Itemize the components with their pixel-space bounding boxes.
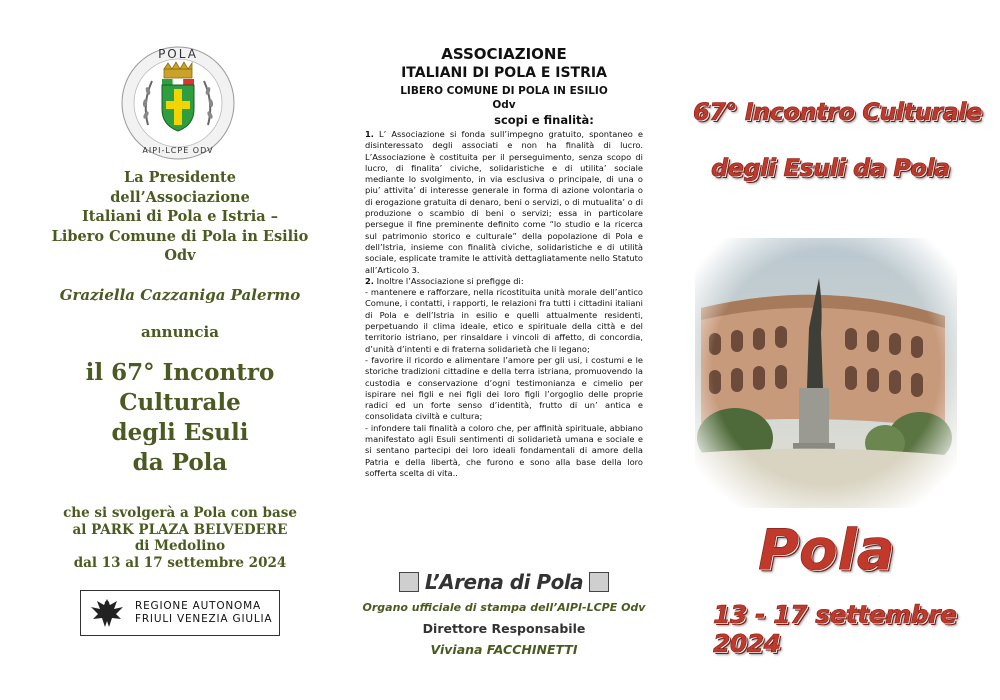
event-title-line: Culturale — [119, 389, 241, 416]
president-name: Graziella Cazzaniga Palermo — [59, 286, 301, 304]
seal-bottom-text: AIPI-LCPE ODV — [142, 146, 214, 155]
statute-para-4: - favorire il ricordo e alimentare l’amore per gli usi, i costumi e le storiche tradizioni cittadine e della terra istriana, promuovendo la custodia e conservazione d’ogni testimonianza e cimelio per ispirare nei figli e nei figli dei loro figli l’orgoglio delle proprie radici ed un forte senso d’identità, frutto di un’ antica e consolidata civiltà e cultura; — [365, 354, 643, 422]
event-title-line: da Pola — [132, 449, 228, 476]
arena-emblem-left-icon — [399, 572, 419, 592]
presidente-line: dell’Associazione — [110, 188, 250, 206]
assoc-subheader-2: LIBERO COMUNE DI POLA IN ESILIO — [400, 85, 608, 97]
cover-title-line-1: 67° Incontro Culturale — [693, 98, 982, 126]
cover-title-line-2: degli Esuli da Pola — [711, 154, 950, 182]
presidente-line: Italiani di Pola e Istria – — [82, 208, 278, 225]
organo-text: Organo ufficiale di stampa dell’AIPI-LCPE Odv — [362, 601, 646, 614]
event-title — [20, 358, 340, 478]
assoc-header: ASSOCIAZIONE — [441, 45, 567, 63]
statute-text — [365, 129, 643, 479]
location-line: che si svolgerà a Pola con base — [63, 505, 297, 521]
seal-top-text: POLA — [158, 47, 198, 61]
statute-para-5: - infondere tali finalità a coloro che, per affinità spirituale, abbiano manifestato agli Esuli sentimenti di solidarietà umana e sociale e si sentano partecipi dei loro ideali fondamentali di amore della Patria e della libertà, che furono e sono alla base della loro sofferta scelta di vita.. — [365, 422, 643, 478]
annuncia-text: annuncia — [141, 323, 219, 341]
arena-painting-image — [695, 238, 957, 508]
event-location — [20, 505, 340, 571]
seal-emblem-icon — [120, 45, 236, 161]
statute-para-2 — [365, 276, 643, 287]
region-logo — [80, 590, 280, 636]
para-number: 2. — [365, 275, 374, 286]
presidente-line: Odv — [164, 247, 196, 264]
cover-city: Pola — [758, 518, 895, 583]
left-panel — [0, 0, 355, 700]
para-text: L’ Associazione si fonda sull’impegno gratuito, spontaneo e disinteressato degli associati e non ha finalità di lucro. L’Associazione è costituita per il perseguimento, senza scopo di lucro, di finalita’ civiche, solidaristiche e di utilita’ sociale mediante lo svolgimento, in via esclusiva o principale, di una o piu’ attivita’ di interesse generale in forma di azione volontaria o di erogazione gratuita di denaro, beni o servizi, o di mutualita’ o di produzione o scambio di beni o servizi; essa in particolare persegue il fine preminente definito come “lo studio e la ricerca sul patrimonio storico e culturale” della popolazione di Pola e dell’Istria, insieme con finalità civiche, solidaristiche e di utilità sociale, esplicate tramite le attività dettagliatamente nello Statuto all’Articolo 3. — [365, 129, 643, 275]
presidente-line: Libero Comune di Pola in Esilio — [51, 227, 309, 245]
region-line: FRIULI VENEZIA GIULIA — [135, 613, 273, 625]
region-text — [135, 600, 272, 626]
statute-para-3: - mantenere e rafforzare, nella ricostituita unità morale dell’antico Comune, i contatti, i rapporti, le relazioni fra tutti i cittadini italiani di Pola e dell’Istria in esilio e quelli attualmente residenti, perpetuando il clima ideale, etico e spirituale della città e del territorio istriano, per rinsaldare i vincoli di affetto, di concordia, d’unità d’intenti e di fraterna solidarietà che li legano; — [365, 287, 643, 354]
statute-para-1 — [365, 129, 643, 276]
right-panel — [653, 0, 1000, 700]
location-line: dal 13 al 17 settembre 2024 — [73, 554, 287, 571]
assoc-subheader: ITALIANI DI POLA E ISTRIA — [401, 65, 607, 81]
direttore-name: Viviana FACCHINETTI — [430, 642, 578, 657]
scopi-heading: scopi e finalità: — [494, 113, 594, 127]
arena-masthead — [355, 570, 653, 594]
arena-logo-text: L’Arena di Pola — [424, 570, 584, 594]
presidente-block — [20, 168, 340, 266]
location-line: al PARK PLAZA BELVEDERE — [72, 521, 288, 538]
region-line: REGIONE AUTONOMA — [135, 600, 261, 612]
arena-emblem-right-icon — [589, 572, 609, 592]
presidente-line: La Presidente — [124, 169, 236, 186]
assoc-odv: Odv — [492, 99, 516, 111]
pola-seal-logo — [120, 45, 236, 161]
event-title-line: degli Esuli — [111, 419, 249, 446]
location-line: di Medolino — [134, 538, 226, 554]
middle-panel — [355, 0, 653, 700]
eagle-icon — [87, 593, 127, 633]
cover-dates: 13 - 17 settembre 2024 — [713, 600, 957, 658]
event-title-line: il 67° Incontro — [85, 359, 275, 386]
para-text: Inoltre l’Associazione si prefigge di: — [373, 275, 524, 286]
para-number: 1. — [365, 129, 374, 139]
direttore-label: Direttore Responsabile — [422, 621, 586, 636]
